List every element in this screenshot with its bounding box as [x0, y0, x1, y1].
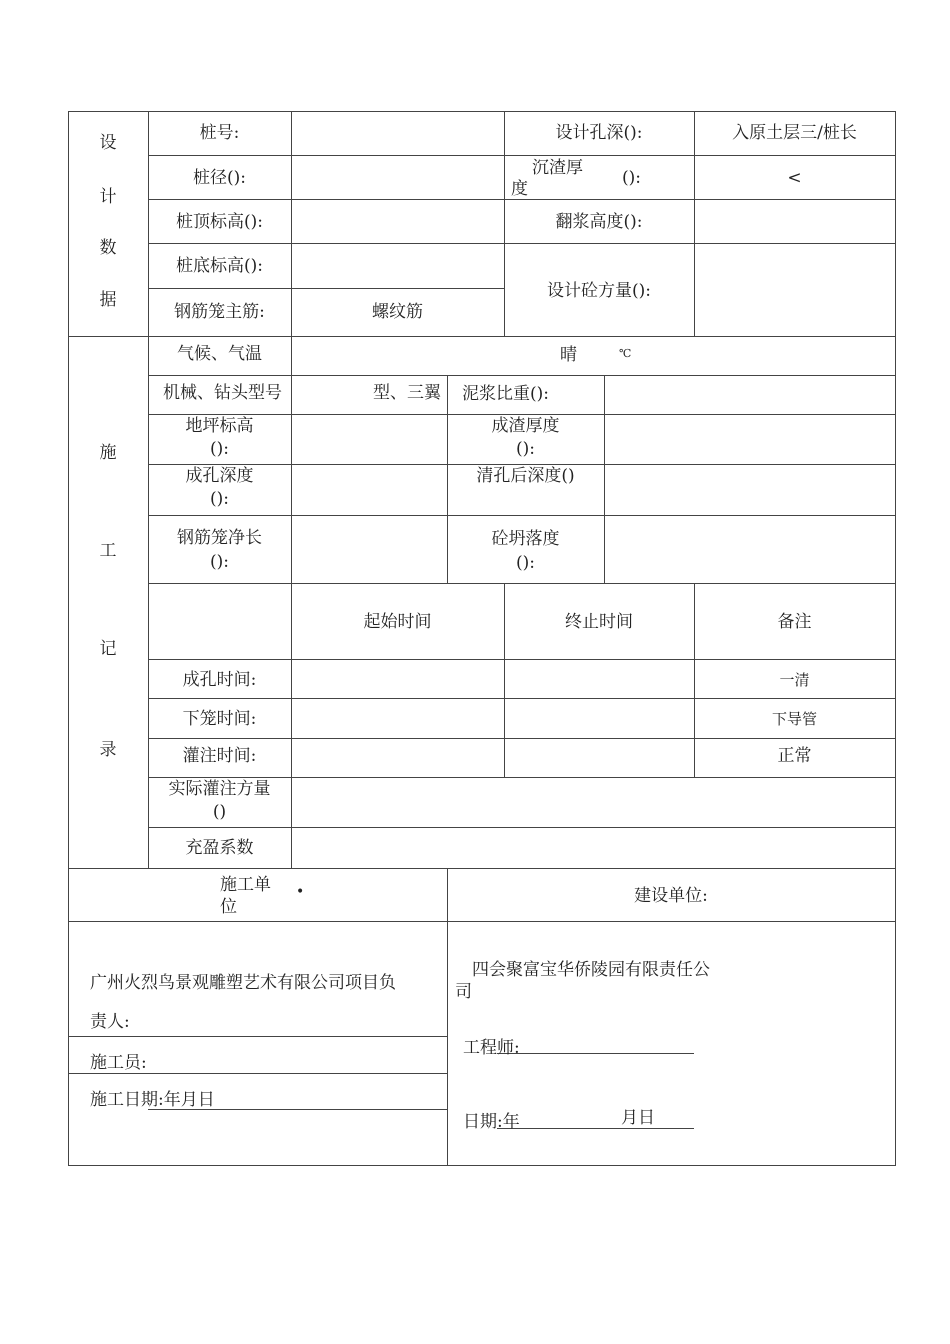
client-date-label: 日期:年: [463, 1112, 520, 1132]
climate-value: 晴: [560, 345, 577, 365]
cage-time-note: 下导管: [771, 710, 817, 728]
client-label: 建设单位:: [634, 886, 708, 906]
pile-bottom-elev-label: 桩底标高():: [176, 256, 263, 276]
machine-label: 机械、钻头型号: [163, 383, 282, 403]
pile-no-label: 桩号:: [199, 123, 240, 143]
start-time-header: 起始时间: [363, 612, 432, 632]
contractor-label-b: 位: [220, 897, 237, 917]
end-time-header: 终止时间: [565, 612, 633, 632]
ground-elev-label-a: 地坪标高: [185, 416, 254, 436]
cage-length-label-a: 钢筋笼净长: [177, 528, 262, 548]
design-section-char-4: 据: [99, 290, 117, 310]
contractor-name-b: 责人:: [90, 1012, 130, 1032]
sediment-value: <: [787, 168, 802, 188]
contractor-label-a: 施工单: [220, 875, 271, 895]
design-depth-value: 入原土层三/桩长: [732, 123, 857, 143]
sediment-label-a: 沉渣厚: [532, 158, 583, 178]
construction-section-char-3: 记: [99, 639, 117, 659]
sediment-after-label-a: 成渣厚度: [491, 416, 560, 436]
client-name-a: 四会聚富宝华侨陵园有限责任公: [472, 960, 710, 980]
design-depth-label: 设计孔深():: [555, 123, 643, 143]
client-name-b: 司: [455, 982, 472, 1002]
hole-depth-label-b: ():: [210, 489, 229, 509]
design-section-char-2: 计: [99, 187, 117, 207]
hole-time-label: 成孔时间:: [182, 670, 257, 690]
temperature-unit: ℃: [619, 347, 632, 360]
clean-depth-label: 清孔后深度(): [476, 466, 575, 486]
bullet-mark: •: [296, 884, 305, 900]
pour-time-note: 正常: [777, 746, 812, 766]
engineer-label: 工程师:: [463, 1038, 520, 1058]
fill-factor-label: 充盈系数: [185, 838, 254, 858]
grout-height-label: 翻浆高度():: [555, 212, 643, 232]
worker-label: 施工员:: [90, 1053, 147, 1073]
sediment-label-b: 度: [511, 179, 528, 199]
pile-diameter-label: 桩径():: [193, 168, 246, 188]
slump-label-b: ():: [516, 553, 535, 573]
concrete-volume-label: 设计砼方量():: [547, 281, 651, 301]
sediment-after-label-b: ():: [516, 439, 535, 459]
sediment-label-c: ():: [622, 168, 641, 188]
cage-time-label: 下笼时间:: [182, 709, 257, 729]
construction-section-char-2: 工: [99, 541, 117, 561]
rebar-main-value: 螺纹筋: [372, 302, 423, 322]
cage-length-label-b: ():: [210, 552, 229, 572]
construction-section-char-1: 施: [99, 443, 117, 463]
rebar-main-label: 钢筋笼主筋:: [174, 302, 265, 322]
mud-ratio-label: 泥浆比重():: [462, 384, 549, 404]
construction-section-char-4: 录: [99, 740, 117, 760]
ground-elev-label-b: ():: [210, 439, 229, 459]
contractor-name-a: 广州火烈鸟景观雕塑艺术有限公司项目负: [90, 973, 396, 993]
hole-depth-label-a: 成孔深度: [185, 466, 254, 486]
pile-top-elev-label: 桩顶标高():: [176, 212, 263, 232]
hole-time-note: 一清: [779, 671, 810, 689]
remarks-header: 备注: [777, 612, 812, 632]
machine-value: 型、三翼: [373, 383, 441, 403]
climate-label: 气候、气温: [177, 344, 262, 364]
actual-volume-label-a: 实际灌注方量: [168, 779, 271, 799]
construction-date-label: 施工日期:年月日: [90, 1090, 215, 1110]
actual-volume-label-b: (): [212, 802, 227, 822]
client-date-suffix: 月日: [621, 1108, 655, 1128]
design-section-char-1: 设: [99, 133, 117, 153]
design-section-char-3: 数: [99, 238, 117, 258]
pour-time-label: 灌注时间:: [182, 746, 257, 766]
slump-label-a: 砼坍落度: [491, 529, 560, 549]
